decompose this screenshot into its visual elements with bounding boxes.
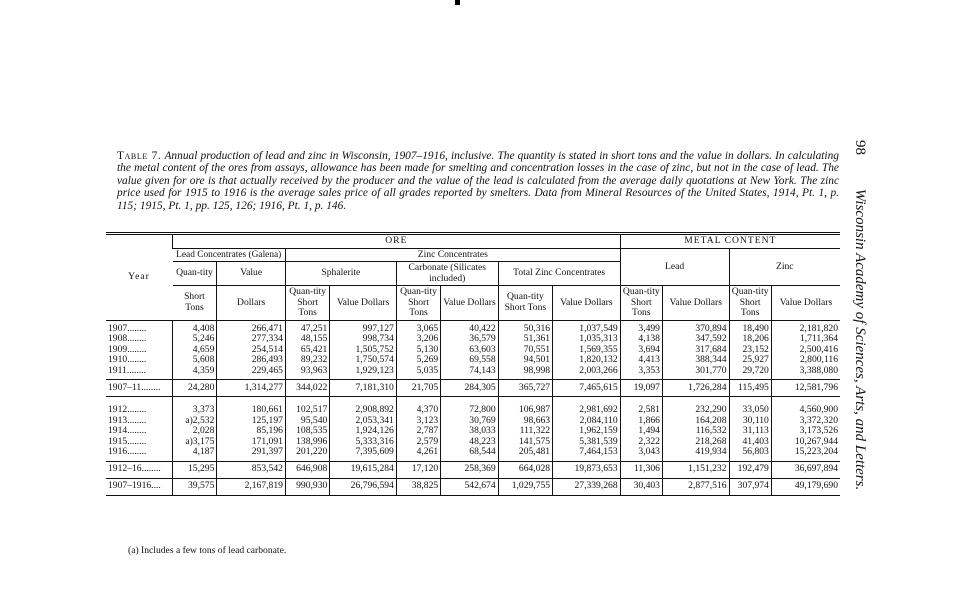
table-cell: 2,877,516 — [662, 478, 729, 495]
header-lead-metal-qty: Quan-tity Short Tons — [620, 286, 662, 321]
header-year: Year — [106, 234, 173, 321]
table-cell: 115,495 — [729, 380, 771, 397]
caption-text: Annual production of lead and zinc in Wisconsin, 1907–1916, inclusive. The quantity is stated in short tons and the value in dollars. In calculating the metal content of the ores from assays, allowance has been made for smelting and concentration losses in the case of zinc, but not in the case of lead. The value given for ore is that actually received by the producer and the value of the lead is calculated from the average daily quotations at New York. The zinc price used for 1915 to 1916 is the average sales price of all grades reported by smelters. Data from Mineral Resources of the United States, 1914, Pt. 1, p. 115; 1915, Pt. 1, pp. 125, 126; 1916, Pt. 1, p. 146. — [117, 150, 839, 212]
table-cell: 646,908 — [285, 461, 329, 478]
table-cell: 40,422 36,579 63,603 69,558 74,143 — [441, 320, 498, 380]
table-cell: 50,316 51,361 70,551 94,501 98,998 — [498, 320, 552, 380]
header-lead-value: Value — [217, 262, 286, 286]
table-cell: 990,930 — [285, 478, 329, 495]
table-cell: 232,290 164,208 116,532 218,268 419,934 — [662, 402, 729, 461]
table-cell: 72,800 30,769 38,033 48,223 68,544 — [441, 402, 498, 461]
table-row-1907-1911 — [106, 320, 840, 380]
table-cell: 192,479 — [729, 461, 771, 478]
table-cell: 2,167,819 — [217, 478, 286, 495]
table-cell: 4,370 3,123 2,787 2,579 4,261 — [396, 402, 440, 461]
table-cell: 853,542 — [217, 461, 286, 478]
table-cell: 284,305 — [441, 380, 498, 397]
table-cell: 365,727 — [498, 380, 552, 397]
table-cell: 258,369 — [441, 461, 498, 478]
table-cell: 19,097 — [620, 380, 662, 397]
table-cell: 49,179,690 — [771, 478, 840, 495]
table-caption — [117, 150, 839, 212]
table-cell: 1,151,232 — [662, 461, 729, 478]
table-cell: 3,499 4,138 3,694 4,413 3,353 — [620, 320, 662, 380]
header-ore: ORE — [173, 234, 621, 249]
header-total-qty: Quan-tity Short Tons — [498, 286, 552, 321]
table-cell: 17,120 — [396, 461, 440, 478]
table-cell: 12,581,796 — [771, 380, 840, 397]
table-cell: 1,029,755 — [498, 478, 552, 495]
table-cell: 38,825 — [396, 478, 440, 495]
table-cell: 39,575 — [173, 478, 217, 495]
header-lead-quantity: Quan-tity — [173, 262, 217, 286]
year-cell: 1912........ 1913........ 1914........ 1915........ 1916........ — [108, 404, 147, 457]
header-carb-value: Value Dollars — [441, 286, 498, 321]
table-cell: 2,981,692 2,084,110 1,962,159 5,381,539 7,464,153 — [553, 402, 621, 461]
table-cell: 36,697,894 — [771, 461, 840, 478]
year-cell: 1907........ 1908........ 1909........ 1910........ 1911........ — [108, 322, 147, 376]
table-cell: 2,181,820 1,711,364 2,500,416 2,800,116 3,388,080 — [771, 320, 840, 380]
table-cell: 7,181,310 — [330, 380, 397, 397]
header-lead-concentrates: Lead Concentrates (Galena) — [173, 248, 286, 262]
table-cell: 18,490 18,206 23,152 25,927 29,720 — [729, 320, 771, 380]
header-carbonate: Carbonate (Silicates included) — [396, 262, 498, 286]
table-cell: 664,028 — [498, 461, 552, 478]
table-row-1912-1916 — [106, 402, 840, 461]
page-number: 98 — [852, 140, 868, 155]
table-cell: 7,465,615 — [553, 380, 621, 397]
table-cell: 542,674 — [441, 478, 498, 495]
header-lead-metal-value: Value Dollars — [662, 286, 729, 321]
header-lead: Lead — [620, 248, 729, 286]
header-zinc: Zinc — [729, 248, 840, 286]
table-cell: 26,796,594 — [330, 478, 397, 495]
table-cell: 307,974 — [729, 478, 771, 495]
header-metal-content: METAL CONTENT — [620, 234, 840, 249]
table-cell: 24,280 — [173, 380, 217, 397]
header-sph-value: Value Dollars — [330, 286, 397, 321]
running-head — [848, 140, 868, 540]
table-cell: 19,615,284 — [330, 461, 397, 478]
table-cell: 4,408 5,246 4,659 5,608 4,359 — [173, 320, 217, 380]
caption-lead: Table 7. — [117, 150, 162, 162]
header-total-zinc: Total Zinc Concentrates — [498, 262, 620, 286]
year-cell: 1907–11........ — [106, 380, 173, 397]
table-row-total-1907-1916 — [106, 478, 840, 495]
running-head-title: Wisconsin Academy of Sciences, Arts, and Letters. — [852, 188, 868, 491]
header-sph-qty: Quan-tity Short Tons — [285, 286, 329, 321]
header-carb-qty: Quan-tity Short Tons — [396, 286, 440, 321]
table-cell: 2,581 1,866 1,494 2,322 3,043 — [620, 402, 662, 461]
table-cell: 1,726,284 — [662, 380, 729, 397]
header-zinc-concentrates: Zinc Concentrates — [285, 248, 620, 262]
table-cell: 30,403 — [620, 478, 662, 495]
table-cell: 3,065 3,206 5,130 5,269 5,035 — [396, 320, 440, 380]
table-cell: 27,339,268 — [553, 478, 621, 495]
table-cell: 180,661 125,197 85,196 171,091 291,397 — [217, 402, 286, 461]
header-short-tons: Short Tons — [173, 286, 217, 321]
table-cell: 344,022 — [285, 380, 329, 397]
header-total-value: Value Dollars — [553, 286, 621, 321]
table-cell: 102,517 95,540 108,535 138,996 201,220 — [285, 402, 329, 461]
table-cell: 2,908,892 2,053,341 1,924,126 5,333,316 7,395,609 — [330, 402, 397, 461]
header-zinc-metal-qty: Quan-tity Short Tons — [729, 286, 771, 321]
table-row-total-1907-11 — [106, 380, 840, 397]
table-cell: 3,373 a)2,532 2,028 a)3,175 4,187 — [173, 402, 217, 461]
table-cell: 1,037,549 1,035,313 1,569,355 1,820,132 2,003,266 — [553, 320, 621, 380]
year-cell: 1907–1916.... — [106, 478, 173, 495]
table-cell: 15,295 — [173, 461, 217, 478]
table-cell: 370,894 347,592 317,684 388,344 301,770 — [662, 320, 729, 380]
table-cell: 106,987 98,663 111,322 141,575 205,481 — [498, 402, 552, 461]
table-cell: 266,471 277,334 254,514 286,493 229,465 — [217, 320, 286, 380]
table-cell: 997,127 998,734 1,505,752 1,750,574 1,929,123 — [330, 320, 397, 380]
table-cell: 1,314,277 — [217, 380, 286, 397]
header-zinc-metal-value: Value Dollars — [771, 286, 840, 321]
header-dollars: Dollars — [217, 286, 286, 321]
scan-mark — [455, 0, 460, 5]
table-cell: 19,873,653 — [553, 461, 621, 478]
table-cell: 47,251 48,155 65,421 89,232 93,963 — [285, 320, 329, 380]
production-table — [106, 232, 840, 496]
table-cell: 11,306 — [620, 461, 662, 478]
table-cell: 33,050 30,110 31,113 41,403 56,803 — [729, 402, 771, 461]
table-row-total-1912-16 — [106, 461, 840, 478]
year-cell: 1912–16........ — [106, 461, 173, 478]
table-cell: 4,560,900 3,372,320 3,173,526 10,267,944 15,223,204 — [771, 402, 840, 461]
table-cell: 21,705 — [396, 380, 440, 397]
table-footnote: (a) Includes a few tons of lead carbonate. — [128, 545, 287, 556]
header-sphalerite: Sphalerite — [285, 262, 396, 286]
